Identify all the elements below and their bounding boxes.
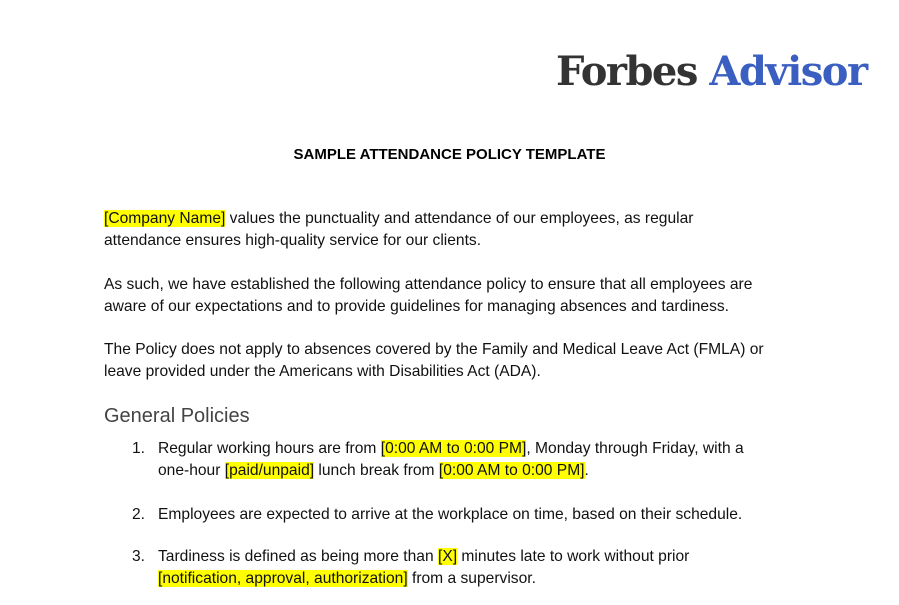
- text: lunch break from: [314, 462, 439, 479]
- lunch-hours-placeholder: [0:00 AM to 0:00 PM]: [438, 462, 585, 479]
- paragraph-text: values the punctuality and attendance of our employees, as regular: [225, 210, 694, 227]
- text: Regular working hours are from: [158, 440, 381, 457]
- list-text: Employees are expected to arrive at the workplace on time, based on their schedule.: [158, 506, 743, 523]
- text: one-hour: [158, 462, 225, 479]
- document-title: SAMPLE ATTENDANCE POLICY TEMPLATE: [293, 146, 606, 163]
- list-number: 2.: [132, 506, 146, 523]
- text: from a supervisor.: [407, 570, 536, 587]
- forbes-advisor-logo: [556, 50, 867, 94]
- section-heading: General Policies: [104, 405, 250, 427]
- list-item: [132, 504, 822, 526]
- paragraph-text: aware of our expectations and to provide guidelines for managing absences and tardiness.: [104, 298, 730, 315]
- list-item: [132, 438, 822, 482]
- hours-placeholder: [0:00 AM to 0:00 PM]: [380, 440, 527, 457]
- intro-paragraph: [104, 208, 824, 252]
- list-text: [158, 438, 822, 482]
- paragraph-text: attendance ensures high-quality service for our clients.: [104, 232, 482, 249]
- list-number: 1.: [132, 440, 146, 457]
- logo-brand: Forbes: [556, 48, 697, 95]
- text: Tardiness is defined as being more than: [158, 548, 438, 565]
- notification-placeholder: [notification, approval, authorization]: [158, 570, 408, 587]
- exclusions-paragraph: [104, 339, 824, 383]
- paragraph-text: leave provided under the Americans with Disabilities Act (ADA).: [104, 363, 541, 380]
- text: , Monday through Friday, with a: [526, 440, 744, 457]
- list-number: 3.: [132, 548, 146, 565]
- paragraph-text: As such, we have established the following attendance policy to ensure that all employees are: [104, 276, 753, 293]
- text: .: [584, 462, 589, 479]
- list-text: [158, 546, 822, 590]
- purpose-paragraph: [104, 274, 824, 318]
- logo-product: Advisor: [709, 48, 867, 95]
- paragraph-text: The Policy does not apply to absences covered by the Family and Medical Leave Act (FMLA) or: [104, 341, 764, 358]
- paid-unpaid-placeholder: [paid/unpaid]: [224, 462, 315, 479]
- company-name-placeholder: [Company Name]: [104, 210, 226, 227]
- list-item: [132, 546, 822, 590]
- minutes-placeholder: [X]: [438, 548, 458, 565]
- text: minutes late to work without prior: [457, 548, 690, 565]
